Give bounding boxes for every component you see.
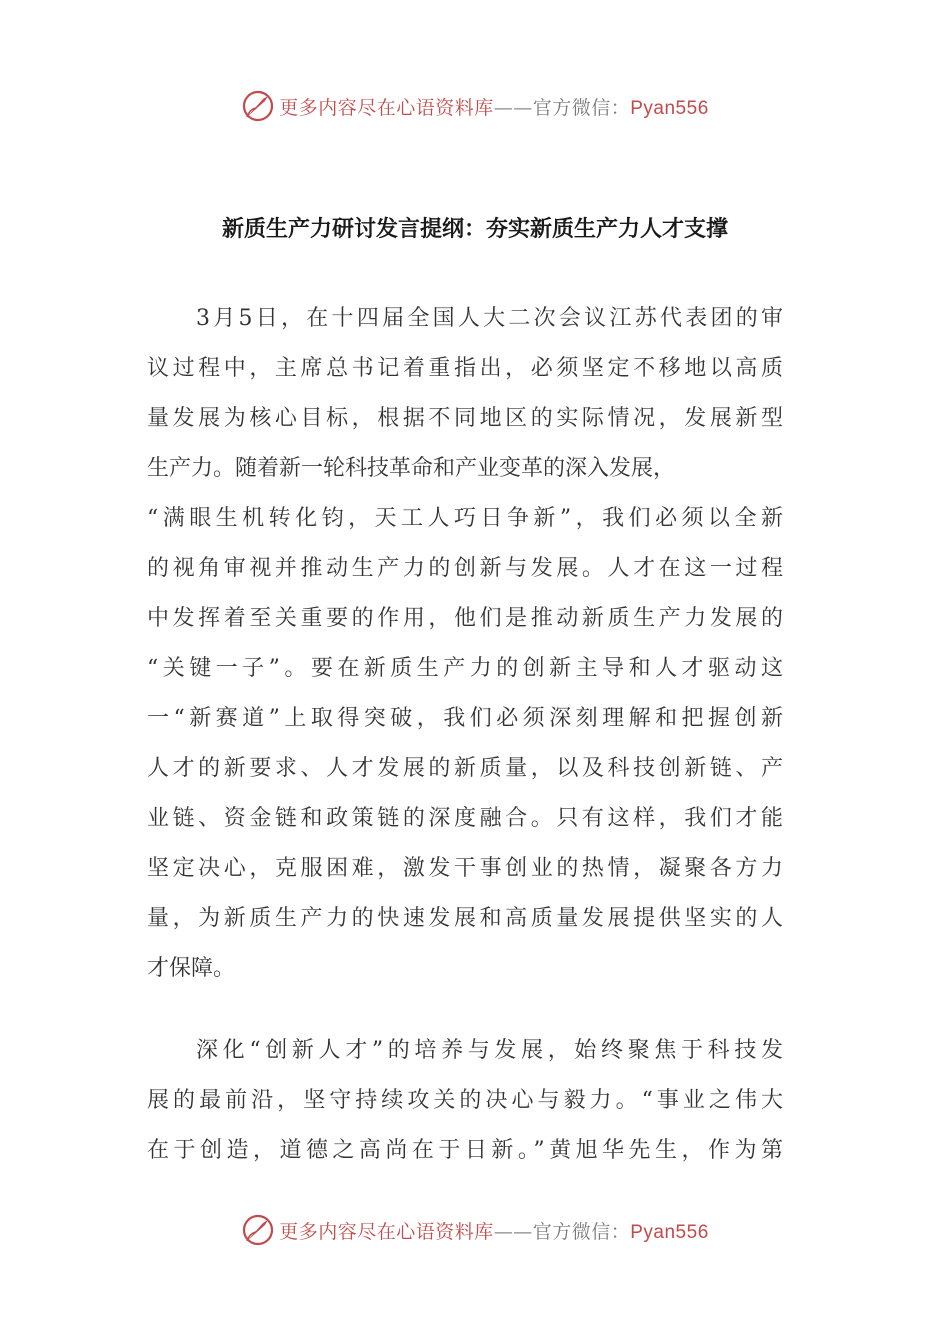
- text-line: 业链、资金链和政策链的深度融合。只有这样，我们才能: [147, 806, 783, 831]
- text-line: 展的最前沿，坚守持续攻关的决心与毅力。“事业之伟大: [147, 1088, 783, 1113]
- banner-text: [279, 1217, 709, 1244]
- paragraph-1: [147, 294, 783, 994]
- text-line: 深化“创新人才”的培养与发展，始终聚焦于科技发: [196, 1038, 783, 1063]
- text-line: 议过程中，主席总书记着重指出，必须坚定不移地以高质: [147, 356, 783, 381]
- wechat-id: Pyan556: [630, 1221, 709, 1243]
- header-banner: [0, 84, 950, 128]
- footer-banner: [0, 1208, 950, 1252]
- text-line: 才保障。: [147, 956, 236, 981]
- paragraph-2: [147, 1026, 783, 1176]
- text-line: 一“新赛道”上取得突破，我们必须深刻理解和把握创新: [147, 706, 783, 731]
- text-line: 的视角审视并推动生产力的创新与发展。人才在这一过程: [147, 556, 783, 581]
- banner-text: [279, 93, 709, 120]
- text-line: “关键一子”。要在新质生产力的创新主导和人才驱动这: [147, 656, 783, 681]
- wechat-label: 官方微信：: [532, 1220, 631, 1243]
- quill-pen-icon: [241, 1213, 275, 1247]
- brand-name: 更多内容尽在心语资料库: [279, 96, 494, 119]
- text-line: 坚定决心，克服困难，激发干事创业的热情，凝聚各方力: [147, 856, 783, 881]
- text-line: 3月5日，在十四届全国人大二次会议江苏代表团的审: [196, 306, 783, 331]
- document-title: 新质生产力研讨发言提纲：夯实新质生产力人才支撑: [221, 217, 728, 242]
- banner-separator: ——: [493, 96, 533, 119]
- banner-separator: ——: [493, 1220, 533, 1243]
- text-line: 在于创造，道德之高尚在于日新。”黄旭华先生，作为第: [147, 1138, 783, 1163]
- wechat-label: 官方微信：: [532, 96, 631, 119]
- text-line: 量发展为核心目标，根据不同地区的实际情况，发展新型: [147, 406, 783, 431]
- text-line: 中发挥着至关重要的作用，他们是推动新质生产力发展的: [147, 606, 783, 631]
- text-line: 生产力。随着新一轮科技革命和产业变革的深入发展，: [147, 456, 676, 481]
- text-line: “满眼生机转化钧，天工人巧日争新”，我们必须以全新: [147, 506, 783, 531]
- brand-name: 更多内容尽在心语资料库: [279, 1220, 494, 1243]
- wechat-id: Pyan556: [630, 97, 709, 119]
- quill-pen-icon: [241, 89, 275, 123]
- text-line: 量，为新质生产力的快速发展和高质量发展提供坚实的人: [147, 906, 783, 931]
- text-line: 人才的新要求、人才发展的新质量，以及科技创新链、产: [147, 756, 783, 781]
